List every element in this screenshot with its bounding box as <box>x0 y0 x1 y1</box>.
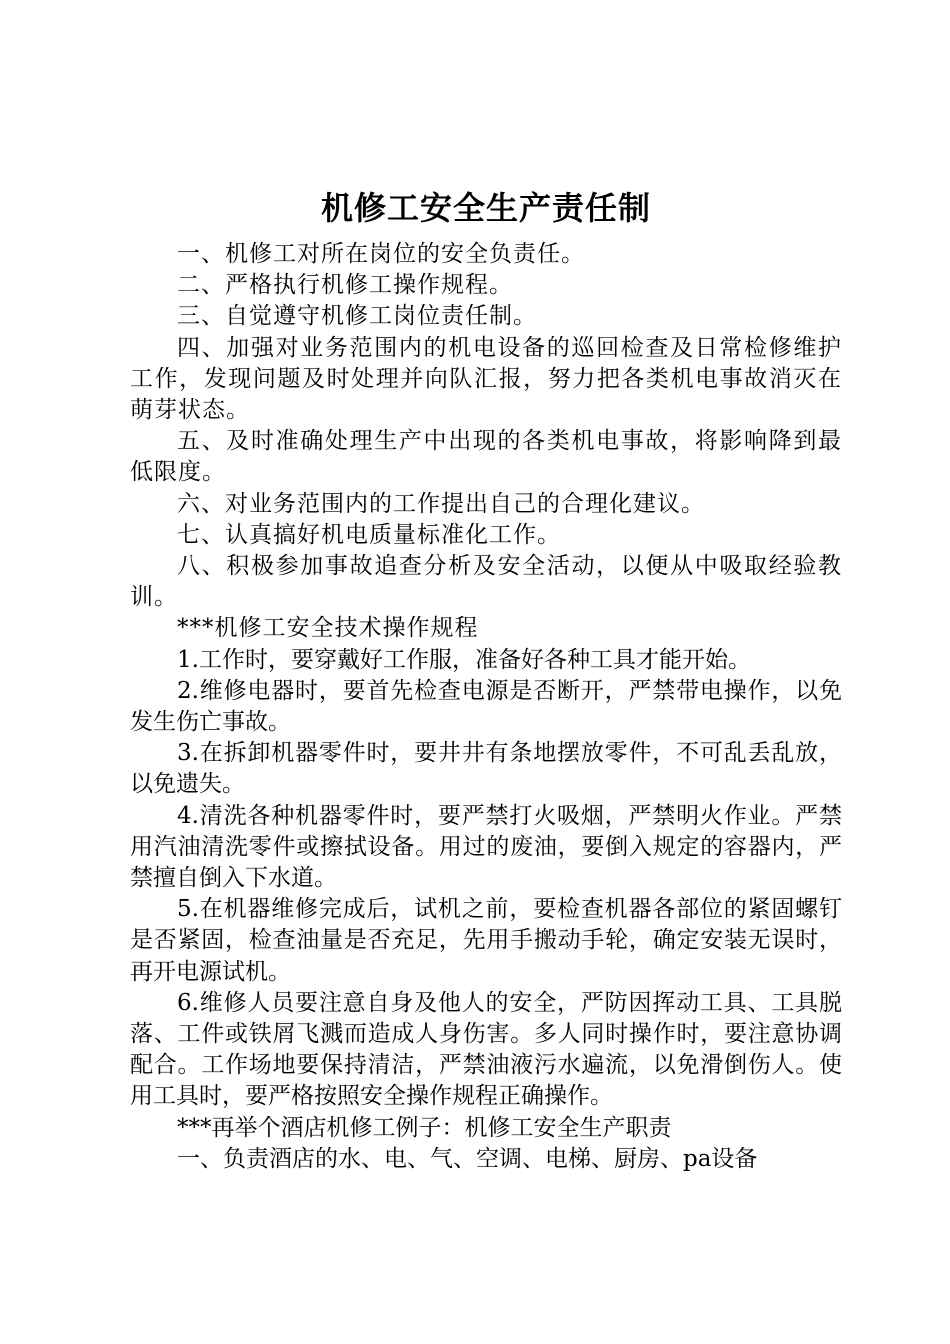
paragraph-rule-2: 2.维修电器时，要首先检查电源是否断开，严禁带电操作，以免发生伤亡事故。 <box>130 677 842 736</box>
paragraph-rule-1: 1.工作时，要穿戴好工作服，准备好各种工具才能开始。 <box>177 646 751 673</box>
paragraph-duty-2: 二、严格执行机修工操作规程。 <box>177 272 513 299</box>
section-heading-hotel-example: ***再举个酒店机修工例子：机修工安全生产职责 <box>177 1114 672 1141</box>
paragraph-rule-6: 6.维修人员要注意自身及他人的安全，严防因挥动工具、工具脱落、工件或铁屑飞溅而造成人身伤害。多人同时操作时，要注意协调配合。工作场地要保持清洁，严禁油液污水遍流，以免滑倒伤人。使用工具时，要严格按照安全操作规程正确操作。 <box>130 989 842 1110</box>
paragraph-duty-5: 五、及时准确处理生产中出现的各类机电事故，将影响降到最低限度。 <box>130 428 842 486</box>
paragraph-rule-3: 3.在拆卸机器零件时，要井井有条地摆放零件，不可乱丢乱放，以免遗失。 <box>130 740 842 798</box>
paragraph-duty-3: 三、自觉遵守机修工岗位责任制。 <box>177 303 537 330</box>
paragraph-rule-4: 4.清洗各种机器零件时，要严禁打火吸烟，严禁明火作业。严禁用汽油清洗零件或擦拭设备。用过的废油，要倒入规定的容器内，严禁擅自倒入下水道。 <box>130 802 842 892</box>
paragraph-rule-5: 5.在机器维修完成后，试机之前，要检查机器各部位的紧固螺钉是否紧固，检查油量是否充足，先用手搬动手轮，确定安装无误时，再开电源试机。 <box>130 896 842 985</box>
paragraph-duty-7: 七、认真搞好机电质量标准化工作。 <box>177 521 561 548</box>
section-heading-operating-rules: ***机修工安全技术操作规程 <box>177 615 479 642</box>
paragraph-duty-8: 八、积极参加事故追查分析及安全活动，以便从中吸取经验教训。 <box>130 553 842 611</box>
document-title: 机修工安全生产责任制 <box>320 189 651 227</box>
paragraph-hotel-duty-1: 一、负责酒店的水、电、气、空调、电梯、厨房、pa设备 <box>177 1145 758 1172</box>
document-page <box>130 185 842 1175</box>
paragraph-duty-4: 四、加强对业务范围内的机电设备的巡回检查及日常检修维护工作，发现问题及时处理并向队汇报，努力把各类机电事故消灭在萌芽状态。 <box>130 334 842 424</box>
paragraph-duty-1: 一、机修工对所在岗位的安全负责任。 <box>177 241 585 267</box>
paragraph-duty-6: 六、对业务范围内的工作提出自己的合理化建议。 <box>177 490 705 517</box>
